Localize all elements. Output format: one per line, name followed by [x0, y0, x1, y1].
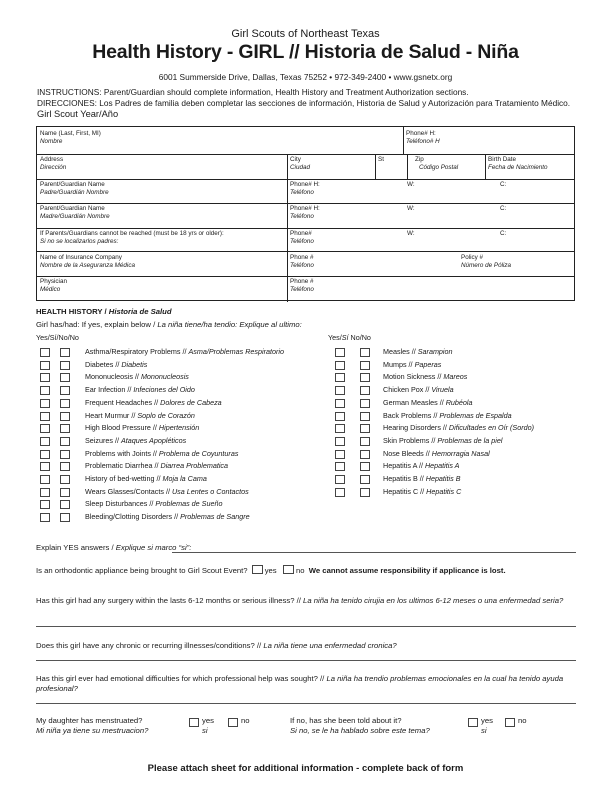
address-field[interactable]: Address Dirección: [40, 156, 67, 171]
guardian-2-field[interactable]: Parent/Guardian Name Madre/Guardián Nombre: [40, 205, 110, 220]
condition-yes-checkbox[interactable]: [40, 412, 50, 421]
emergency-cell-phone-field[interactable]: C:: [500, 230, 507, 237]
insurance-phone-field[interactable]: Phone # Teléfono: [290, 254, 314, 269]
instructions-spanish: DIRECCIONES: Los Padres de familia deben completar las secciones de información, Historia de Salud y Autorización para Tratamiento Médico.: [37, 98, 571, 108]
organization-address: 6001 Summerside Drive, Dallas, Texas 75252 • 972-349-2400 • www.gsnetx.org: [158, 72, 453, 82]
condition-yes-checkbox[interactable]: [40, 424, 50, 433]
condition-no-checkbox[interactable]: [60, 373, 70, 382]
orthodontic-question: Is an orthodontic appliance being brought to Girl Scout Event? yes no We cannot assume responsibility if applicance is lost.: [36, 566, 506, 575]
condition-yes-checkbox[interactable]: [40, 399, 50, 408]
instructions: [37, 87, 570, 120]
condition-no-checkbox[interactable]: [60, 462, 70, 471]
name-field[interactable]: Name (Last, First, MI) Nombre: [40, 130, 101, 145]
left-column-header: Yes/Sí/No/No: [36, 333, 79, 342]
condition-label: Skin Problems // Problemas de la piel: [383, 435, 503, 445]
emergency-contact-field[interactable]: If Parents/Guardians cannot be reached (must be 18 yrs or older): Si no se localizarlos padres:: [40, 230, 224, 245]
condition-yes-checkbox[interactable]: [335, 437, 345, 446]
orthodontic-yes-checkbox[interactable]: [252, 565, 263, 574]
told-yes-label: yes si: [481, 716, 493, 735]
condition-yes-checkbox[interactable]: [335, 488, 345, 497]
condition-yes-checkbox[interactable]: [335, 412, 345, 421]
condition-yes-checkbox[interactable]: [335, 475, 345, 484]
condition-yes-checkbox[interactable]: [40, 437, 50, 446]
girl-scout-year-label: Girl Scout Year/Año: [37, 109, 119, 119]
health-history-heading: HEALTH HISTORY / Historia de Salud: [36, 307, 172, 316]
condition-yes-checkbox[interactable]: [335, 373, 345, 382]
condition-label: Bleeding/Clotting Disorders // Problemas de Sangre: [85, 512, 250, 522]
chronic-answer-line[interactable]: [36, 660, 576, 661]
insurance-company-field[interactable]: Name of Insurance Company Nombre de la Aseguranza Médica: [40, 254, 135, 269]
emergency-work-phone-field[interactable]: W:: [407, 230, 415, 237]
guardian-2-cell-phone-field[interactable]: C:: [500, 205, 507, 212]
condition-no-checkbox[interactable]: [360, 386, 370, 395]
emergency-phone-field[interactable]: Phone# Teléfono: [290, 230, 314, 245]
condition-label: Seizures // Ataques Apopléticos: [85, 435, 187, 445]
condition-label: Sleep Disturbances // Problemas de Sueño: [85, 499, 223, 509]
condition-no-checkbox[interactable]: [60, 399, 70, 408]
condition-no-checkbox[interactable]: [360, 475, 370, 484]
condition-no-checkbox[interactable]: [60, 361, 70, 370]
phone-home-field[interactable]: Phone# H: Teléfono# H: [406, 130, 440, 145]
condition-yes-checkbox[interactable]: [40, 386, 50, 395]
instructions-english: INSTRUCTIONS: Parent/Guardian should complete information, Health History and Treatment Authorization sections.: [37, 87, 469, 97]
zip-field[interactable]: Zip Código Postal: [415, 156, 459, 171]
condition-yes-checkbox[interactable]: [40, 450, 50, 459]
condition-no-checkbox[interactable]: [60, 412, 70, 421]
condition-label: History of bed-wetting // Moja la Cama: [85, 474, 207, 483]
condition-label: Frequent Headaches // Dolores de Cabeza: [85, 397, 222, 407]
menstruation-question: My daughter has menstruated? Mi niña ya tiene su mestruacion?: [36, 716, 149, 735]
condition-label: Motion Sickness // Mareos: [383, 372, 468, 382]
told-about-question: If no, has she been told about it? Si no, se le ha hablado sobre este tema?: [290, 716, 430, 735]
condition-no-checkbox[interactable]: [360, 348, 370, 357]
condition-label: Heart Murmur // Soplo de Corazón: [85, 410, 195, 420]
condition-no-checkbox[interactable]: [360, 361, 370, 370]
condition-no-checkbox[interactable]: [60, 475, 70, 484]
condition-no-checkbox[interactable]: [60, 488, 70, 497]
condition-no-checkbox[interactable]: [360, 488, 370, 497]
condition-no-checkbox[interactable]: [360, 373, 370, 382]
condition-no-checkbox[interactable]: [360, 437, 370, 446]
condition-yes-checkbox[interactable]: [40, 361, 50, 370]
health-history-intro: Girl has/had: If yes, explain below / La niña tiene/ha tendio: Explique al ultimo:: [36, 320, 302, 329]
condition-yes-checkbox[interactable]: [335, 386, 345, 395]
orthodontic-note: We cannot assume responsibility if applicance is lost.: [308, 566, 506, 575]
condition-label: Problematic Diarrhea // Diarrea Problematica: [85, 461, 229, 471]
condition-yes-checkbox[interactable]: [335, 424, 345, 433]
condition-label: Diabetes // Diabetis: [85, 359, 148, 369]
footer-note: Please attach sheet for additional information - complete back of form: [147, 763, 464, 774]
condition-label: Ear Infection // Infeciones del Oido: [85, 385, 195, 395]
condition-label: Hepatitis A // Hepatitis A: [383, 461, 460, 471]
surgery-answer-line[interactable]: [36, 626, 576, 627]
city-field[interactable]: City Ciudad: [290, 156, 310, 171]
told-yes-checkbox[interactable]: [468, 718, 478, 727]
chronic-question: Does this girl have any chronic or recurring illnesses/conditions? // La niña tiene una enfermedad cronica?: [36, 641, 397, 650]
physician-field[interactable]: Physician Médico: [40, 278, 67, 293]
condition-yes-checkbox[interactable]: [40, 513, 50, 522]
condition-no-checkbox[interactable]: [60, 437, 70, 446]
condition-label: Measles // Sarampion: [383, 347, 453, 356]
guardian-1-field[interactable]: Parent/Guardian Name Padre/Guardián Nombre: [40, 181, 109, 196]
menstruation-yes-label: yes si: [202, 716, 214, 735]
condition-label: Mumps // Paperas: [383, 359, 442, 369]
condition-label: Wears Glasses/Contacts // Usa Lentes o Contactos: [85, 486, 249, 496]
condition-label: Back Problems // Problemas de Espalda: [383, 410, 512, 420]
explain-yes-label: Explain YES answers / Explique si marco “si”:: [36, 543, 192, 552]
policy-number-field[interactable]: Policy # Número de Póliza: [461, 254, 512, 269]
condition-no-checkbox[interactable]: [360, 424, 370, 433]
birth-date-field[interactable]: Birth Date Fecha de Nacimiento: [488, 156, 548, 171]
condition-label: Nose Bleeds // Hemorragia Nasal: [383, 448, 490, 458]
condition-no-checkbox[interactable]: [360, 462, 370, 471]
form-title: Health History - GIRL // Historia de Salud - Niña: [92, 41, 519, 63]
guardian-2-work-phone-field[interactable]: W:: [407, 205, 415, 212]
condition-label: Asthma/Respiratory Problems // Asma/Problemas Respiratorio: [85, 347, 284, 356]
condition-no-checkbox[interactable]: [60, 424, 70, 433]
guardian-2-phone-field[interactable]: Phone# H: Teléfono: [290, 205, 320, 220]
state-field[interactable]: St: [378, 156, 384, 163]
surgery-question: Has this girl had any surgery within the lasts 6-12 months or serious illness? // La niña ha tenido cirujia en los ultimos 6-12 meses o una enfermedad seria?: [36, 596, 564, 605]
condition-no-checkbox[interactable]: [60, 348, 70, 357]
condition-no-checkbox[interactable]: [60, 500, 70, 509]
guardian-1-work-phone-field[interactable]: W:: [407, 181, 415, 188]
personal-info-grid: [36, 126, 575, 301]
menstruation-no-checkbox[interactable]: [228, 718, 238, 727]
condition-yes-checkbox[interactable]: [40, 348, 50, 357]
physician-phone-field[interactable]: Phone # Teléfono: [290, 278, 314, 293]
condition-yes-checkbox[interactable]: [335, 361, 345, 370]
right-column-header: Yes/Sí No/No: [328, 333, 371, 342]
condition-yes-checkbox[interactable]: [335, 462, 345, 471]
condition-yes-checkbox[interactable]: [335, 450, 345, 459]
orthodontic-no-checkbox[interactable]: [283, 565, 294, 574]
condition-yes-checkbox[interactable]: [40, 500, 50, 509]
emotional-question: Has this girl ever had emotional difficulties for which professional help was sought? // La niña ha trendio problemas emocionales en la cual ha tenido ayuda profesional?: [36, 674, 564, 693]
condition-yes-checkbox[interactable]: [40, 475, 50, 484]
guardian-1-cell-phone-field[interactable]: C:: [500, 181, 507, 188]
condition-yes-checkbox[interactable]: [40, 373, 50, 382]
condition-label: Mononucleosis // Mononucleosis: [85, 372, 189, 382]
condition-label: German Measles // Rubéola: [383, 397, 473, 407]
condition-no-checkbox[interactable]: [60, 513, 70, 522]
condition-yes-checkbox[interactable]: [40, 462, 50, 471]
menstruation-no-label: no: [241, 716, 250, 725]
condition-no-checkbox[interactable]: [360, 412, 370, 421]
condition-no-checkbox[interactable]: [360, 399, 370, 408]
condition-label: Hepatitis C // Hepatitis C: [383, 486, 462, 496]
condition-label: Hepatitis B // Hepatitis B: [383, 474, 461, 483]
condition-label: High Blood Pressure // Hipertensión: [85, 423, 200, 433]
condition-label: Hearing Disorders // Dificultades en Oír (Sordo): [383, 423, 535, 433]
condition-yes-checkbox[interactable]: [335, 348, 345, 357]
menstruation-yes-checkbox[interactable]: [189, 718, 199, 727]
condition-label: Chicken Pox // Viruela: [383, 385, 454, 395]
explain-yes-line[interactable]: [172, 552, 576, 553]
condition-label: Problems with Joints // Problema de Coyunturas: [85, 448, 239, 458]
condition-yes-checkbox[interactable]: [335, 399, 345, 408]
condition-yes-checkbox[interactable]: [40, 488, 50, 497]
condition-no-checkbox[interactable]: [360, 450, 370, 459]
guardian-1-phone-field[interactable]: Phone# H: Teléfono: [290, 181, 320, 196]
told-no-label: no: [518, 716, 527, 725]
condition-no-checkbox[interactable]: [60, 386, 70, 395]
condition-no-checkbox[interactable]: [60, 450, 70, 459]
emotional-answer-line[interactable]: [36, 703, 576, 704]
told-no-checkbox[interactable]: [505, 718, 515, 727]
organization-name: Girl Scouts of Northeast Texas: [231, 28, 380, 40]
